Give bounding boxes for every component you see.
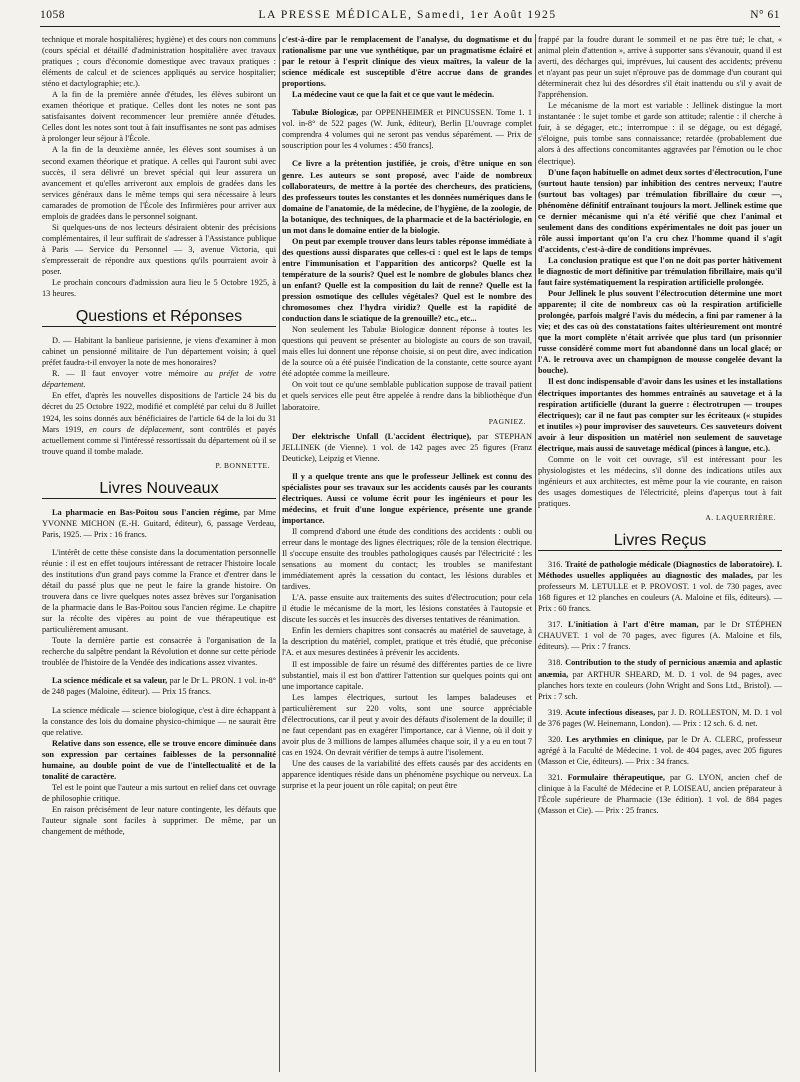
paragraph: L'intérêt de cette thèse consiste dans la documentation personnelle réunie : il est en effet toujours intéressant de retracer l'histoire locale des institutions d'un grand pays comme la France et d'entrer dans le détail du passé plus que ne peut le faire la grande histoire. On trouvera dans ce livre quelques notes assez brèves sur l'organisation de la pharmacie dans le Bas-Poitou sous l'ancien régime. Le chapitre sur la récolte des vipères au point de vue thérapeutique est particulièrement amusant. [42, 547, 276, 635]
paragraph: On peut par exemple trouver dans leurs tables réponse immédiate à des questions aussi disparates que celles-ci : quel est le laps de temps entre l'immunisation et l'apparition des anticorps? Quelle est la température de la souris? Quel est le nombre de globules blancs chez un enfant? Quelle est la composition du lait de renne? Quelle est la pression osmotique des cellules végétales? Quel est le nombre des chromosomes chez l'hydra viridiz? Quelle est la rapidité de conduction dans le sciatique de la grenouille? etc., etc... [282, 236, 532, 324]
received-book-entry [538, 619, 782, 652]
answer [42, 368, 276, 390]
paragraph: Il est impossible de faire un résumé des différentes parties de ce livre substantiel, mais il est bon d'attirer l'attention sur quelques points qui ont une importance capitale. [282, 659, 532, 691]
book-details: par le Dr L. PRON. 1 vol. in-8° de 248 pages (Maloine, éditeur). — Prix 15 francs. [42, 676, 276, 697]
publication-title: LA PRESSE MÉDICALE, Samedi, 1er Août 1925 [258, 9, 557, 21]
paragraph: Il est donc indispensable d'avoir dans les usines et les installations électriques importantes des hommes entraînés au sauvetage et à la respiration artificielle (durant la guerre : électrotrupen — troupes électriques); car il ne faut pas compter sur les écriteaux (« stupides et inutiles ») pour improviser des sauveteurs. Ces sauveteurs doivent avoir à leur disposition un matériel non seulement de sauvetage électrique, mais aussi de sauvetage médical (pinces à langue, etc.). [538, 377, 782, 453]
paragraph: A la fin de la première année d'études, les élèves subiront un examen théorique et pratique. Celles dont les notes ne sont pas satisfaisantes doivent recommencer leur première année d'études. Celles dont les notes sont tout à fait insuffisantes ne sont pas admises à prolonger leur séjour à l'École. [42, 90, 276, 144]
column-rule [279, 34, 280, 1072]
received-book-entry [538, 707, 782, 729]
paragraph: Non seulement les Tabulæ Biologicæ donnent réponse à toutes les questions qui peuvent se présenter au biologiste au cours de son travail, mais elles lui donnent une réponse choisie, si on peut dire, avec indication de la source où a été puisée l'indication de la constante, cette source ayant été adoptée comme la meilleure. [282, 325, 532, 379]
paragraph: En raison précisément de leur nature contingente, les défauts que l'auteur signale sont faciles à supprimer. De même, par un changement de méthode, [42, 804, 276, 837]
paragraph: Si quelques-uns de nos lecteurs désiraient obtenir des précisions complémentaires, il leur suffirait de s'adresser à l'Assistance publique à Paris — Service du Personnel — 3, avenue Victoria, qui s'empresserait de répondre aux questions qu'ils pourraient avoir à poser. [42, 222, 276, 276]
book-details: par STEPHAN JELLINEK (de Vienne). 1 vol. de 142 pages avec 25 figures (Franz Deuticke), Leipzig et Vienne. [282, 431, 532, 463]
signature: P. BONNETTE. [215, 460, 270, 470]
paragraph: A la fin de la deuxième année, les élèves sont soumises à un second examen théorique et pratique. A celles qui l'auront subi avec succès, il sera délivré un brevet spécial qui leur assurera un avancement et qu'elles arriveront aux emplois de gradées dans les services généraux dans le même temps qui sera nécessaire à leurs camarades de promotion de l'École des Infirmières pour arriver aux emplois de gradées dans le personnel soignant. [42, 145, 276, 221]
paragraph: Les lampes électriques, surtout les lampes baladeuses et particulièrement sur 220 volts, sont une source appréciable d'électrocutions, car il peut y avoir des défauts d'isolement de la douille; il ne faut cependant pas en exagérer l'importance, car à Vienne, où il doit y avoir plus de 3 millions de lampes allumées chaque soir, il y a eu en tout 7 cas en 1924. On devrait vérifier de temps à autre l'isolement. [282, 692, 532, 757]
book-title: La science médicale et sa valeur, [52, 676, 168, 686]
column-3 [538, 34, 782, 821]
paragraph: Tel est le point que l'auteur a mis surtout en relief dans cet ouvrage de philosophie critique. [42, 782, 276, 803]
paragraph: Le mécanisme de la mort est variable : Jellinek distingue la mort instantanée : le sujet tombe et garde son attitude; ralentie : il cherche à fuir, à se dégager, etc.; interrompue : il se dégage, ou est dégagé, s'éloigne, puis tombe sans connaissance; retardée (probablement due alors à des affections concomitantes aggravées par l'émotion ou le choc électrique). [538, 101, 782, 166]
received-book-entry [538, 734, 782, 767]
column-1 [42, 34, 276, 837]
entry-number: 318. [548, 658, 566, 668]
paragraph: c'est-à-dire par le remplacement de l'analyse, du dogmatisme et du rationalisme par une vue synthétique, par un pragmatisme éclairé et par le retour à l'esprit clinique des vieux maîtres, la valeur de la science médicale est susceptible d'être accrue dans de grandes proportions. [282, 35, 532, 89]
paragraph: La conclusion pratique est que l'on ne doit pas porter hâtivement le diagnostic de mort définitive par trémulation fibrillaire, mais qu'il faut faire systématiquement la respiration artificielle prolongée. [538, 255, 782, 288]
book-entry [42, 507, 276, 540]
answer-text: En effet, d'après les nouvelles dispositions de l'article 24 bis du décret du 25 Octobre 1922, modifié et complété par celui du 8 Juillet 1924, les soins donnés aux bénéficiaires de l'article 64 de la loi du 31 Mars 1919, [42, 391, 276, 434]
received-book-entry [538, 772, 782, 816]
book-title: Formulaire thérapeutique, [567, 772, 665, 782]
paragraph: frappé par la foudre durant le sommeil et ne pas être tué; le chat, « animal plein d'attention », arrive à supporter sans s'évanouir, quand il est averti, des décharges qui, imprévues, lui causent des accidents; prévenu et n'ayant pas peur un sujet n'éprouve pas de dommage d'un courant qui déterminerait chez lui des désordres s'il était inattendu ou s'il y avait de l'appréhension. [538, 35, 782, 100]
book-title: Contribution to the study of pernicious anæmia and aplastic anæmia, [538, 658, 783, 679]
paragraph: Toute la dernière partie est consacrée à l'organisation de la recherche du salpêtre pendant la Révolution et donne sur cette période troublée de l'histoire de la Vendée des indications assez vivantes. [42, 636, 276, 668]
paragraph: Ce livre a la prétention justifiée, je crois, d'être unique en son genre. Les auteurs se sont proposé, avec l'aide de nombreux collaborateurs, de mettre à la portée des chercheurs, des praticiens, des professeurs toutes les constantes et les données numériques dans le domaine de l'anatomie, de la médecine, de l'hygiène, de la zoologie, de la botanique, des techniques, de la pharmacie et de la bactériologie, en un mot dans le domaine entier de la biologie. [282, 159, 532, 235]
book-details: par Mme YVONNE MICHON (E.-H. Guitard, éditeur), 6, passage Verdeau, Paris, 1925. — Prix : 16 francs. [42, 507, 276, 539]
book-title: La pharmacie en Bas-Poitou sous l'ancien régime, [52, 507, 240, 517]
page-number: 1058 [40, 9, 65, 21]
book-entry [42, 675, 276, 697]
paragraph: La médecine vaut ce que la fait et ce que vaut le médecin. [292, 90, 495, 100]
book-entry [282, 431, 532, 464]
entry-number: 317. [548, 620, 568, 630]
paragraph: Une des causes de la variabilité des effets causés par des accidents en apparence identiques réside dans un phénomène psychique ou nerveux. La surprise et la peur jouent un rôle capital; on peut être [282, 758, 532, 791]
book-title: Der elektrische Unfall (L'accident électrique), [292, 431, 472, 441]
answer-detail [42, 390, 276, 456]
book-details: par OPPENHEIMER et PINCUSSEN. Tome 1. 1 vol. in-8° de 522 pages (W. Junk, éditeur), Berlin [L'ouvrage complet comprendra 4 volumes qui ne seront pas vendus séparément. — Prix de souscription pour les 4 volumes : 450 francs]. [282, 108, 532, 151]
section-heading-books-received: Livres Reçus [538, 535, 782, 551]
paragraph: Le prochain concours d'admission aura lieu le 5 Octobre 1925, à 13 heures. [42, 278, 276, 299]
book-details: par les professeurs M. LETULLE et P. PROVOST. 1 vol. de 730 pages, avec 168 figures et 12 planches en couleurs (A. Maloine et fils, éditeurs). — Prix : 60 francs. [538, 571, 782, 614]
book-details: par le Dr A. CLERC, professeur agrégé à la Faculté de Médecine. 1 vol. de 404 pages, avec 205 figures (Masson et Cie, éditeurs). — Prix : 34 francs. [538, 734, 783, 766]
paragraph: Il y a quelque trente ans que le professeur Jellinek est connu des spécialistes pour ses travaux sur les accidents causés par les courants électriques. Aussi ce volume écrit pour les ingénieurs et pour les médecins, et fruit d'une longue expérience, présente une grande importance. [282, 471, 532, 525]
book-details: par J. D. ROLLESTON, M. D. 1 vol de 376 pages (W. Heinemann, London). — Prix : 12 sch. 6. d. net. [538, 707, 782, 728]
book-title: Traité de pathologie médicale (Diagnostics de laboratoire). I. Méthodes usuelles appliquées au diagnostic des malades, [538, 560, 782, 581]
book-title: Tabulæ Biologicæ, [292, 108, 359, 118]
received-book-entry [538, 657, 782, 701]
answer-lead: R. — Il faut envoyer votre mémoire [52, 369, 205, 379]
entry-number: 321. [548, 772, 568, 782]
paragraph: L'A. passe ensuite aux traitements des suites d'électrocution; pour cela il étudie le mécanisme de la mort, les lésions constatées à l'autopsie et discute les succès et les insuccès des diverses tentatives de réanimation. [282, 593, 532, 625]
paragraph: Pour Jellinek le plus souvent l'électrocution détermine une mort apparente; il cite de nombreux cas où la respiration artificielle prolongée, parfois malgré l'avis du médecin, a fini par ramener à la vie; et des cas où des constatations faites ultérieurement ont montré que la mort complète n'était arrivée que plus tard (un prisonnier russe considéré comme mort fut abandonné dans un local glacé; or l'A. le retrouva avec un champignon de mousse congelée devant la bouche). [538, 289, 782, 376]
paragraph: technique et morale hospitalières; hygiène) et des cours non communs (cours spécial et détaillé d'administration hospitalière avec travaux pratiques ; cours d'économie domestique avec travaux pratiques : éléments de calcul et de sciences appliqués au service hospitalier; sténo et dactylographie; etc.). [42, 35, 276, 89]
book-details: par G. LYON, ancien chef de clinique à la Faculté de Médecine et P. LOISEAU, ancien préparateur à l'École supérieure de Pharmacie (13e édition). 1 vol. de 884 pages (Masson et Cie). — Prix : 25 francs. [538, 772, 783, 816]
paragraph: D'une façon habituelle on admet deux sortes d'électrocution, l'une (surtout haute tension) par inhibition des centres nerveux; l'autre (surtout bas voltages) par trémulation fibrillaire du cœur —, phénomène définitif entraînant toujours la mort. Jellinek estime que ce dernier mécanisme qui n'a été vérifié que chez l'animal et seulement dans des conditions expérimentales ne doit pas jouer un rôle aussi important qu'on l'a cru chez l'homme quand il s'agit d'accidents, c'est-à-dire de conditions imprévues. [538, 167, 782, 254]
book-entry [282, 107, 532, 151]
signature: PAGNIEZ. [488, 416, 526, 426]
section-heading-questions: Questions et Réponses [42, 311, 276, 327]
received-book-entry [538, 559, 782, 614]
issue-number: N° 61 [750, 9, 780, 21]
entry-number: 316. [548, 560, 566, 570]
entry-number: 319. [548, 707, 566, 717]
answer-emphasis: au préfet de votre département. [42, 369, 276, 390]
book-details: par le Dr STÉPHEN CHAUVET. 1 vol de 70 pages, avec figures (A. Maloine et fils, éditeurs). — Prix : 7 francs. [538, 620, 782, 652]
paragraph: Comme on le voit cet ouvrage, s'il est intéressant pour les physiologistes et les médecins, s'il donne des indications utiles aux ingénieurs et aux architectes, est même pour la vie courante, en raison des usages domestiques de l'électricité, pleins d'aperçus tout à fait pratiques. [538, 454, 782, 508]
book-title: L'initiation à l'art d'être maman, [567, 620, 699, 630]
column-2 [282, 34, 532, 791]
entry-number: 320. [548, 734, 567, 744]
running-head [40, 4, 780, 27]
received-books-list [538, 559, 782, 816]
paragraph: Enfin les derniers chapitres sont consacrés au matériel de sauvetage, à la description du matériel, complet, pratique et très étudié, que préconise l'A. et aux mesures destinées à prévenir les accidents. [282, 626, 532, 658]
column-rule [535, 34, 536, 1072]
paragraph: Il comprend d'abord une étude des conditions des accidents : oubli ou erreur dans le montage des lignes électriques; rôle de la tension électrique. Il s'occupe ensuite des troubles pathologiques causés par l'électricité : les sensations au moment du contact; les troubles se manifestant immédiatement après la cessation du contact, les lésions durables et tardives. [282, 526, 532, 592]
paragraph: La science médicale — science biologique, c'est à dire échappant à la constance des lois du domaine physico-chimique — ne saurait être que relative. [42, 705, 276, 737]
book-details: par ARTHUR SHEARD, M. D. 1 vol. de 94 pages, avec planches hors texte en couleurs (John Wright and Sons Ltd., Bristol). — Prix : 7 sch. [538, 669, 782, 701]
signature: A. LAQUERRIÈRE. [705, 513, 776, 523]
section-heading-new-books: Livres Nouveaux [42, 483, 276, 499]
answer-text: sont contrôlés et payés actuellement comme si l'intéressé ressortissait du département où il se trouve quand il tombe malade. [42, 424, 276, 456]
paragraph: Relative dans son essence, elle se trouve encore diminuée dans son expression par certaines faiblesses de la personnalité humaine, au double point de vue de l'intellectualité et de la tonalité de caractère. [42, 738, 276, 781]
book-title: Les arythmies en clinique, [566, 734, 664, 744]
question: D. — Habitant la banlieue parisienne, je viens d'examiner à mon cabinet un pensionné militaire de l'un département voisin; à quel préfet faudra-t-il envoyer la note de mes honoraires? [42, 336, 276, 368]
answer-emphasis: en cours de déplacement, [89, 424, 185, 434]
paragraph: On voit tout ce qu'une semblable publication suppose de travail patient et quels services elle peut être appelée à rendre dans la bibliothèque d'un laboratoire. [282, 380, 532, 412]
book-title: Acute infectious diseases, [565, 707, 656, 717]
